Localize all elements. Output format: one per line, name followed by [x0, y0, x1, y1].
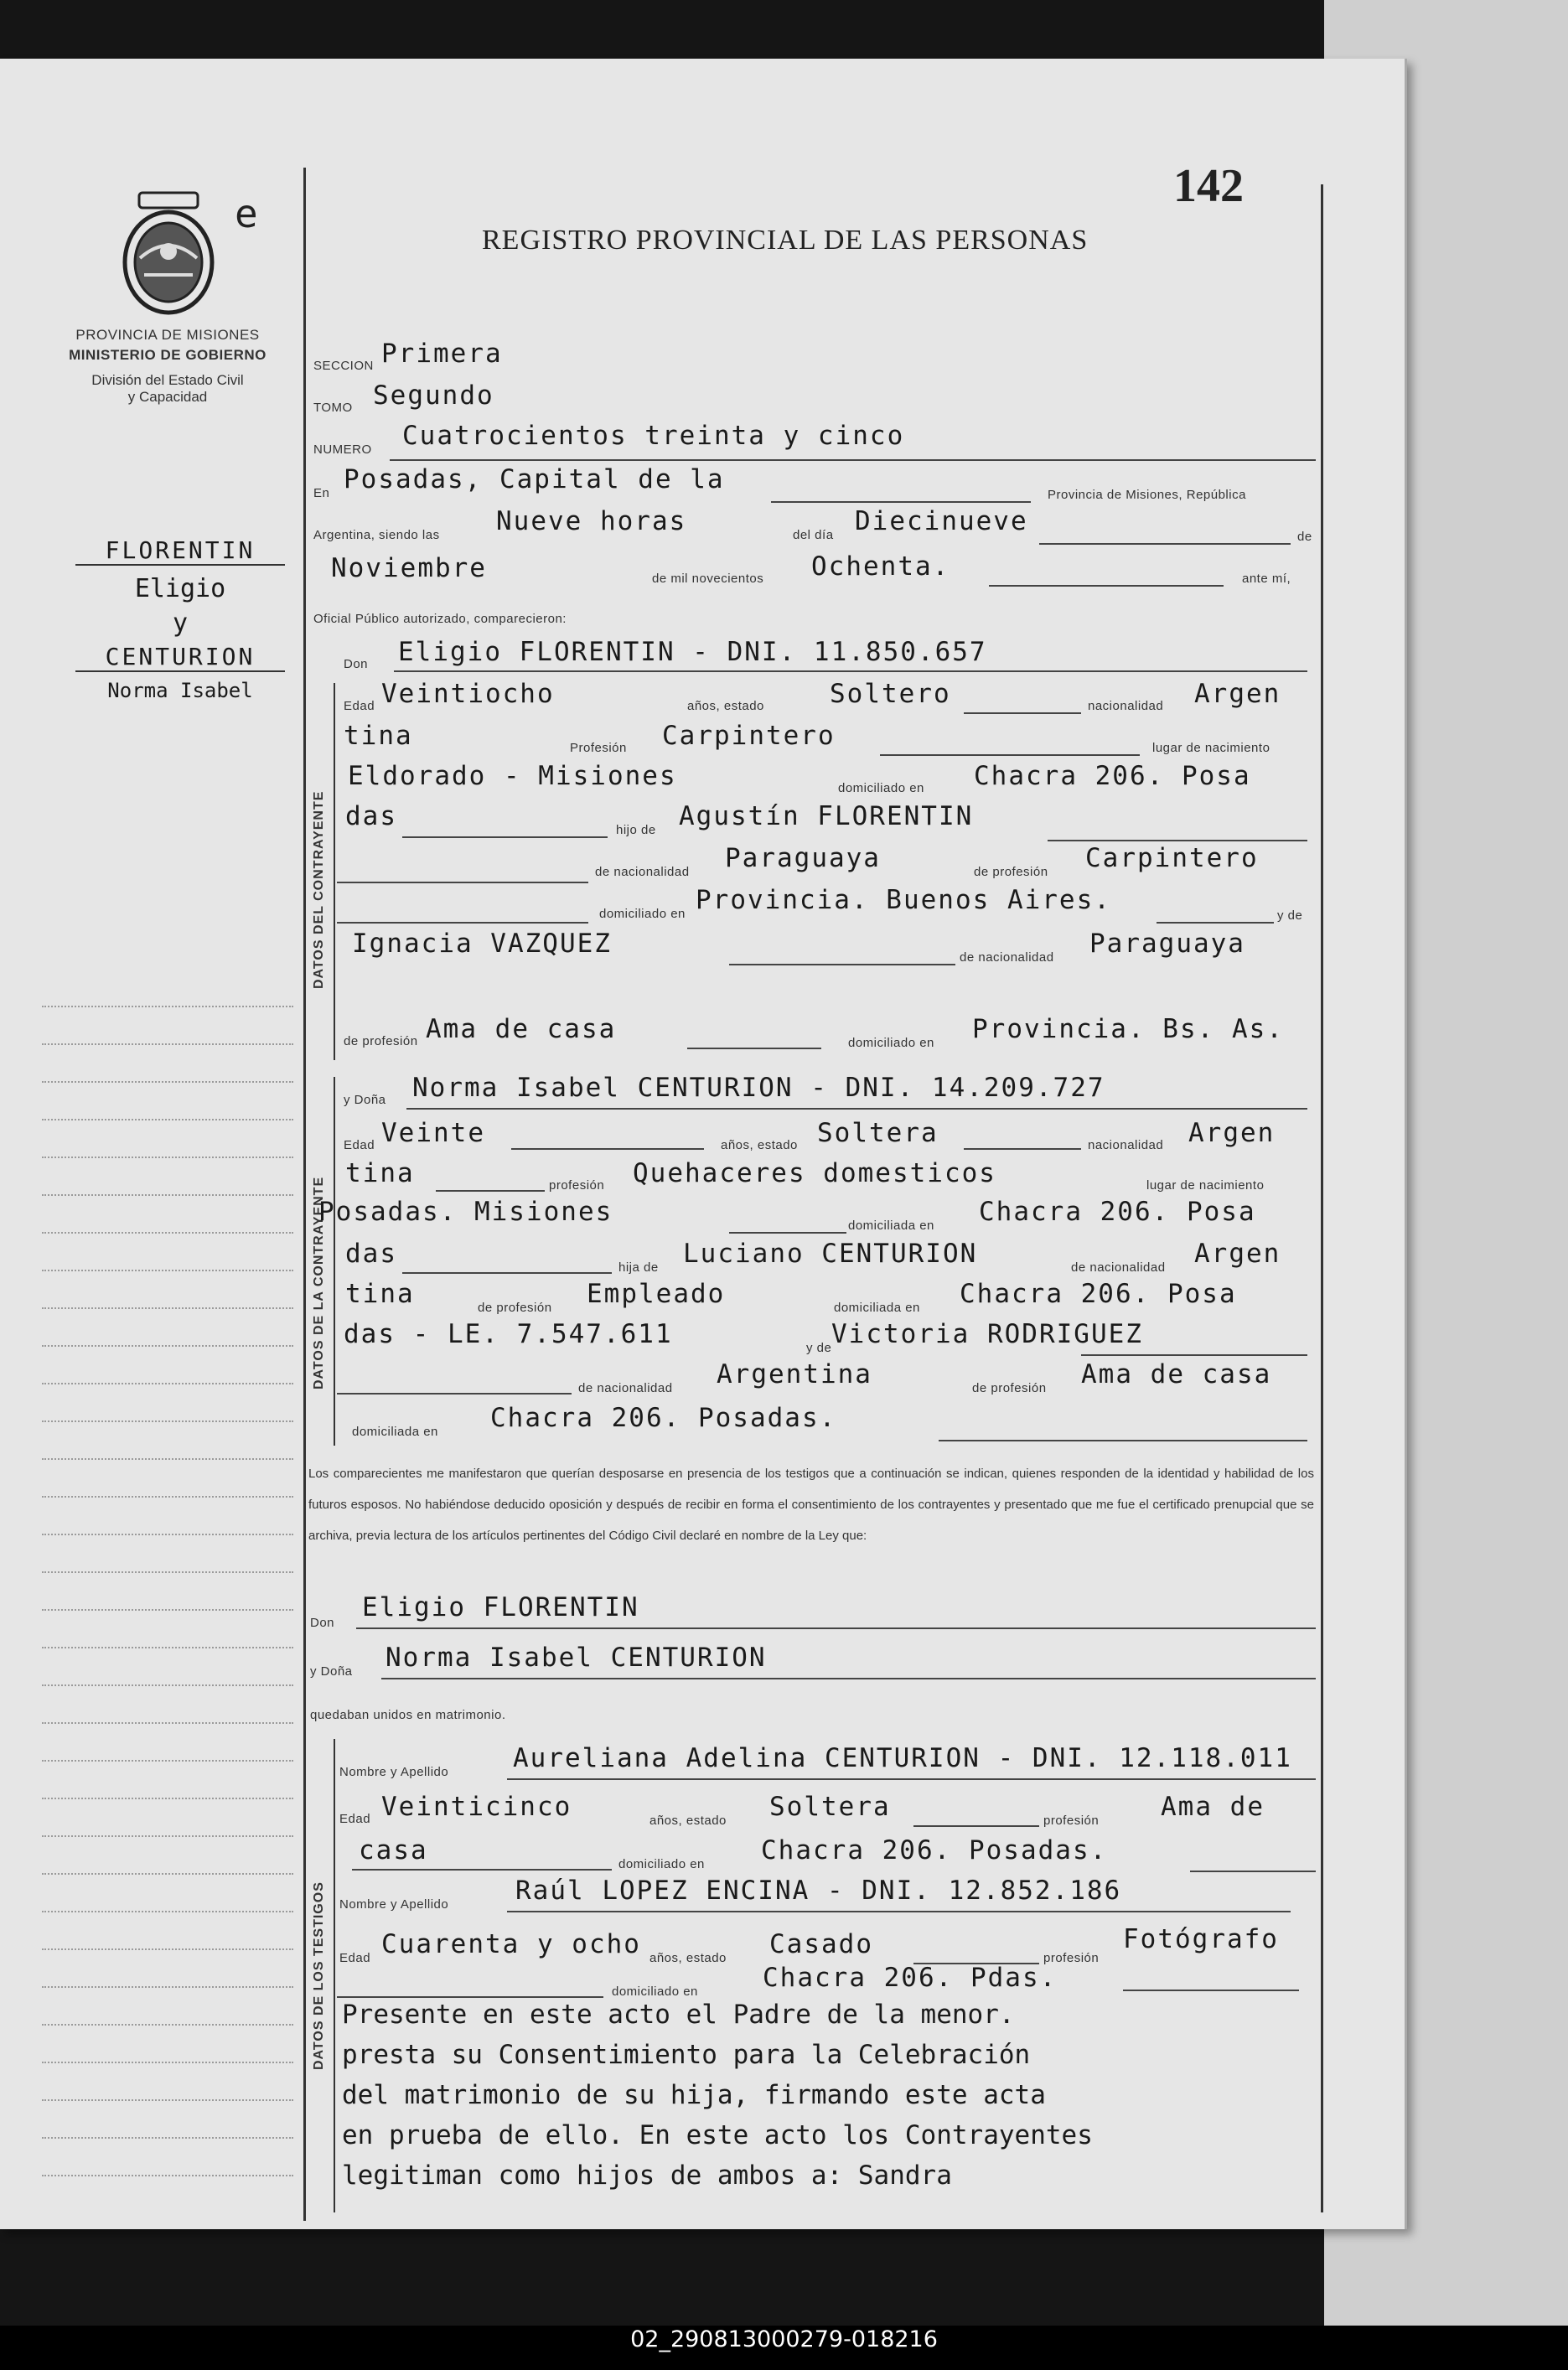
- contrayente-padre-nac: Paraguaya: [725, 843, 881, 873]
- side-label-contrayenta: DATOS DE LA CONTRAYENTE: [312, 1176, 326, 1389]
- margin-line: [42, 1043, 293, 1045]
- contrayenta-domicilio-2: das: [345, 1239, 397, 1269]
- underline: [337, 1393, 572, 1395]
- margin-line: [42, 1911, 293, 1912]
- margin-line: [42, 1873, 293, 1875]
- margin-line: [42, 1760, 293, 1762]
- underline: [939, 1440, 1307, 1441]
- contrayenta-rule: [334, 1077, 335, 1446]
- page-title: REGISTRO PROVINCIAL DE LAS PERSONAS: [482, 225, 1089, 256]
- label-nombre-apellido: Nombre y Apellido: [339, 1765, 449, 1779]
- underline: [406, 1108, 1307, 1110]
- label-y-dona-2: y Doña: [310, 1664, 353, 1679]
- note-line: en prueba de ello. En este acto los Contrayentes: [342, 2120, 1093, 2150]
- note-line: legitiman como hijos de ambos a: Sandra: [342, 2160, 952, 2191]
- contrayenta-edad: Veinte: [381, 1118, 485, 1148]
- contrayenta-padre-nac-2: tina: [345, 1279, 415, 1309]
- margin-note-y: y: [172, 608, 189, 638]
- coat-of-arms-seal: [119, 191, 218, 317]
- label-de-nacionalidad-2: de nacionalidad: [960, 950, 1054, 965]
- margin-line: [42, 1081, 293, 1083]
- underline: [507, 1911, 1291, 1912]
- margin-line: [42, 1157, 293, 1158]
- contrayenta-madre-nac: Argentina: [717, 1359, 872, 1389]
- issuer-division: División del Estado Civil: [91, 372, 244, 388]
- label-de-nacionalidad-3: de nacionalidad: [1071, 1260, 1166, 1275]
- note-line: presta su Consentimiento para la Celebración: [342, 2040, 1031, 2070]
- label-y-de-2: y de: [806, 1341, 832, 1355]
- margin-line: [42, 1986, 293, 1988]
- label-profesion-4: profesión: [1043, 1951, 1100, 1965]
- underline: [913, 1825, 1039, 1827]
- contrayenta-domicilio: Chacra 206. Posa: [979, 1197, 1256, 1227]
- value-anio: Ochenta.: [811, 551, 950, 582]
- margin-line: [42, 2175, 293, 2176]
- label-anos-estado-4: años, estado: [649, 1951, 727, 1965]
- label-domiciliado-en-4: domiciliado en: [618, 1857, 705, 1871]
- value-dia: Diecinueve: [855, 506, 1028, 536]
- margin-line: [42, 1684, 293, 1686]
- value-hora: Nueve horas: [496, 506, 687, 536]
- testigo2-edad: Cuarenta y ocho: [381, 1929, 641, 1959]
- underline: [1048, 840, 1307, 841]
- underline: [964, 1148, 1081, 1150]
- margin-line: [42, 1948, 293, 1950]
- label-profesion: Profesión: [570, 741, 627, 755]
- underline: [436, 1190, 545, 1192]
- margin-line: [42, 1647, 293, 1648]
- esposa-nombre: Norma Isabel CENTURION: [386, 1643, 767, 1673]
- testigo1-profesion-2: casa: [359, 1835, 428, 1865]
- margin-line: [42, 1119, 293, 1120]
- margin-note-name-1: Eligio: [134, 574, 226, 603]
- label-don-2: Don: [310, 1616, 335, 1630]
- margin-note: [59, 536, 302, 702]
- underline: [729, 964, 955, 965]
- testigos-rule: [334, 1739, 335, 2212]
- contrayenta-madre: Victoria RODRIGUEZ: [831, 1319, 1143, 1349]
- contrayenta-padre-dom: Chacra 206. Posa: [960, 1279, 1237, 1309]
- label-edad-2: Edad: [344, 1138, 375, 1152]
- label-del-dia: del día: [793, 528, 834, 542]
- value-mes: Noviembre: [331, 553, 487, 583]
- contrayente-padre-prof: Carpintero: [1085, 843, 1259, 873]
- contrayenta-madre-prof: Ama de casa: [1081, 1359, 1272, 1389]
- contrayente-lugar: Eldorado - Misiones: [348, 761, 677, 791]
- contrayente-domicilio: Chacra 206. Posa: [974, 761, 1251, 791]
- contrayenta-padre: Luciano CENTURION: [683, 1239, 978, 1269]
- label-y-de: y de: [1277, 908, 1303, 923]
- testigo2-domicilio: Chacra 206. Pdas.: [763, 1963, 1058, 1993]
- label-domiciliada-en-2: domiciliada en: [834, 1301, 920, 1315]
- label-de-profesion-3: de profesión: [478, 1301, 552, 1315]
- contrayente-nacionalidad: Argen: [1194, 679, 1281, 709]
- contrayente-madre: Ignacia VAZQUEZ: [352, 929, 612, 959]
- margin-note-name-2: Norma Isabel: [107, 679, 253, 702]
- label-tomo: TOMO: [313, 401, 353, 415]
- underline: [402, 1272, 612, 1274]
- testigo2-estado: Casado: [769, 1929, 873, 1959]
- margin-note-surname-2: CENTURION: [75, 643, 285, 672]
- value-tomo: Segundo: [373, 380, 494, 411]
- note-line: del matrimonio de su hija, firmando este acta: [342, 2080, 1046, 2110]
- margin-line: [42, 2099, 293, 2101]
- margin-line: [42, 2024, 293, 2026]
- underline: [356, 1627, 1316, 1629]
- underline: [381, 1678, 1316, 1679]
- issuer-province: PROVINCIA DE MISIONES: [75, 327, 260, 343]
- underline: [394, 670, 1307, 672]
- label-oficial: Oficial Público autorizado, comparecieron:: [313, 612, 567, 626]
- testigo2-nombre: Raúl LOPEZ ENCINA - DNI. 12.852.186: [515, 1876, 1122, 1906]
- label-edad-3: Edad: [339, 1812, 371, 1826]
- underline: [507, 1778, 1316, 1780]
- label-nombre-apellido-2: Nombre y Apellido: [339, 1897, 449, 1912]
- margin-line: [42, 1420, 293, 1422]
- side-label-testigos: DATOS DE LOS TESTIGOS: [312, 1881, 326, 2070]
- file-id: 02_290813000279-018216: [630, 2326, 938, 2352]
- underline: [771, 501, 1031, 503]
- label-edad-4: Edad: [339, 1951, 371, 1965]
- contrayente-profesion: Carpintero: [662, 721, 836, 751]
- margin-rule: [303, 168, 306, 2221]
- contrayente-madre-dom: Provincia. Bs. As.: [972, 1014, 1284, 1044]
- margin-line: [42, 1307, 293, 1309]
- label-de-nacionalidad: de nacionalidad: [595, 865, 690, 879]
- value-ciudad: Posadas, Capital de la: [344, 464, 725, 494]
- side-label-contrayente: DATOS DEL CONTRAYENTE: [312, 790, 326, 989]
- underline: [1157, 922, 1274, 924]
- margin-line: [42, 1006, 293, 1007]
- margin-line: [42, 1270, 293, 1271]
- label-domiciliado-en-5: domiciliado en: [612, 1984, 698, 1999]
- label-nacionalidad-2: nacionalidad: [1088, 1138, 1164, 1152]
- contrayente-nacionalidad-2: tina: [344, 721, 413, 751]
- label-domiciliado-en-2: domiciliado en: [599, 907, 686, 921]
- value-numero: Cuatrocientos treinta y cinco: [402, 421, 905, 451]
- label-de-mil: de mil novecientos: [652, 572, 764, 586]
- margin-line: [42, 1496, 293, 1498]
- testigo1-profesion: Ama de: [1161, 1792, 1265, 1822]
- seal-mark: e: [235, 191, 258, 236]
- label-domiciliado-en: domiciliado en: [838, 781, 924, 795]
- label-profesion-2: profesión: [549, 1178, 605, 1193]
- margin-line: [42, 1798, 293, 1799]
- label-de-profesion-2: de profesión: [344, 1034, 418, 1048]
- underline: [390, 459, 1316, 461]
- margin-line: [42, 2137, 293, 2139]
- contrayenta-nacionalidad: Argen: [1188, 1118, 1276, 1148]
- underline: [352, 1869, 612, 1871]
- value-seccion: Primera: [381, 339, 503, 369]
- issuer-ministry: MINISTERIO DE GOBIERNO: [69, 347, 267, 363]
- contrayente-padre-dom: Provincia. Buenos Aires.: [696, 885, 1111, 915]
- contrayente-estado: Soltero: [830, 679, 951, 709]
- contrayenta-nacionalidad-2: tina: [345, 1158, 415, 1188]
- margin-line: [42, 2062, 293, 2063]
- label-profesion-3: profesión: [1043, 1814, 1100, 1828]
- label-quedaban: quedaban unidos en matrimonio.: [310, 1708, 506, 1722]
- label-ante-mi: ante mí,: [1242, 572, 1291, 586]
- margin-line: [42, 1232, 293, 1234]
- label-domiciliada-en-3: domiciliada en: [352, 1425, 438, 1439]
- contrayente-padre: Agustín FLORENTIN: [679, 801, 974, 831]
- underline: [337, 882, 588, 883]
- label-provincia: Provincia de Misiones, República: [1048, 488, 1246, 502]
- label-domiciliado-en-3: domiciliado en: [848, 1036, 934, 1050]
- contrayente-edad: Veintiocho: [381, 679, 555, 709]
- issuer-block: [42, 327, 293, 406]
- contrayente-nombre: Eligio FLORENTIN - DNI. 11.850.657: [398, 637, 987, 667]
- testigo1-domicilio: Chacra 206. Posadas.: [761, 1835, 1108, 1865]
- label-hijo-de: hijo de: [616, 823, 656, 837]
- underline: [1190, 1871, 1316, 1872]
- label-anos-estado-3: años, estado: [649, 1814, 727, 1828]
- underline: [1039, 543, 1291, 545]
- underline: [1123, 1990, 1299, 1991]
- margin-line: [42, 1194, 293, 1196]
- contrayenta-estado: Soltera: [817, 1118, 939, 1148]
- legal-paragraph: Los comparecientes me manifestaron que querían desposarse en presencia de los testigos que a continuación se indican, quienes responden de la identidad y habilidad de los futuros esposos. No habiéndose deducido oposición y después de recibir en forma el consentimiento de los contrayentes y presentado que me fue el certificado prenupcial que se archiva, previa lectura de los artículos pertinentes del Código Civil declaré en nombre de la Ley que:: [308, 1467, 1314, 1543]
- margin-line: [42, 1458, 293, 1460]
- label-hija-de: hija de: [618, 1260, 659, 1275]
- margin-line: [42, 1534, 293, 1535]
- label-de: de: [1297, 530, 1312, 544]
- testigo1-nombre: Aureliana Adelina CENTURION - DNI. 12.118.011: [513, 1743, 1292, 1773]
- contrayente-madre-nac: Paraguaya: [1089, 929, 1245, 959]
- contrayenta-padre-prof: Empleado: [587, 1279, 726, 1309]
- contrayenta-nombre: Norma Isabel CENTURION - DNI. 14.209.727: [412, 1073, 1105, 1103]
- testigo1-estado: Soltera: [769, 1792, 891, 1822]
- margin-line: [42, 1835, 293, 1837]
- label-anos-estado-2: años, estado: [721, 1138, 798, 1152]
- underline: [337, 922, 588, 924]
- label-en: En: [313, 486, 330, 500]
- label-argentina: Argentina, siendo las: [313, 528, 440, 542]
- label-lugar-nac: lugar de nacimiento: [1152, 741, 1270, 755]
- underline: [989, 585, 1224, 587]
- underline: [511, 1148, 704, 1150]
- label-nacionalidad: nacionalidad: [1088, 699, 1164, 713]
- label-domiciliada-en: domiciliada en: [848, 1219, 934, 1233]
- note-line: Presente en este acto el Padre de la menor.: [342, 2000, 1015, 2030]
- underline: [402, 836, 608, 838]
- contrayenta-madre-dom: Chacra 206. Posadas.: [490, 1403, 837, 1433]
- margin-line: [42, 1345, 293, 1347]
- contrayenta-padre-nac: Argen: [1194, 1239, 1281, 1269]
- contrayente-rule: [334, 683, 335, 1060]
- label-edad: Edad: [344, 699, 375, 713]
- margin-line: [42, 1609, 293, 1611]
- label-lugar-nac-2: lugar de nacimiento: [1146, 1178, 1265, 1193]
- underline: [964, 712, 1081, 714]
- contrayenta-lugar: Posadas. Misiones: [318, 1197, 613, 1227]
- testigo1-edad: Veinticinco: [381, 1792, 572, 1822]
- contrayenta-profesion: Quehaceres domesticos: [633, 1158, 996, 1188]
- contrayente-domicilio-2: das: [345, 801, 397, 831]
- label-de-profesion-4: de profesión: [972, 1381, 1047, 1395]
- underline: [687, 1048, 821, 1049]
- label-y-dona: y Doña: [344, 1093, 386, 1107]
- right-rule: [1321, 184, 1323, 2212]
- underline: [880, 754, 1140, 756]
- underline: [729, 1232, 846, 1234]
- register-page: [0, 59, 1407, 2229]
- esposo-nombre: Eligio FLORENTIN: [362, 1592, 639, 1622]
- label-de-nacionalidad-4: de nacionalidad: [578, 1381, 673, 1395]
- margin-note-surname-1: FLORENTIN: [75, 536, 285, 566]
- label-de-profesion: de profesión: [974, 865, 1048, 879]
- label-anos-estado: años, estado: [687, 699, 764, 713]
- contrayente-madre-prof: Ama de casa: [426, 1014, 617, 1044]
- label-seccion: SECCION: [313, 359, 374, 373]
- label-numero: NUMERO: [313, 442, 372, 457]
- underline: [1081, 1354, 1307, 1356]
- page-number: 142: [1173, 160, 1244, 212]
- label-don: Don: [344, 657, 369, 671]
- margin-line: [42, 1383, 293, 1384]
- testigo2-profesion: Fotógrafo: [1123, 1924, 1279, 1954]
- margin-line: [42, 1571, 293, 1573]
- margin-line: [42, 1722, 293, 1724]
- notes-block: [342, 1995, 1314, 2196]
- contrayenta-padre-dom-2: das - LE. 7.547.611: [344, 1319, 673, 1349]
- issuer-division-2: y Capacidad: [127, 389, 208, 405]
